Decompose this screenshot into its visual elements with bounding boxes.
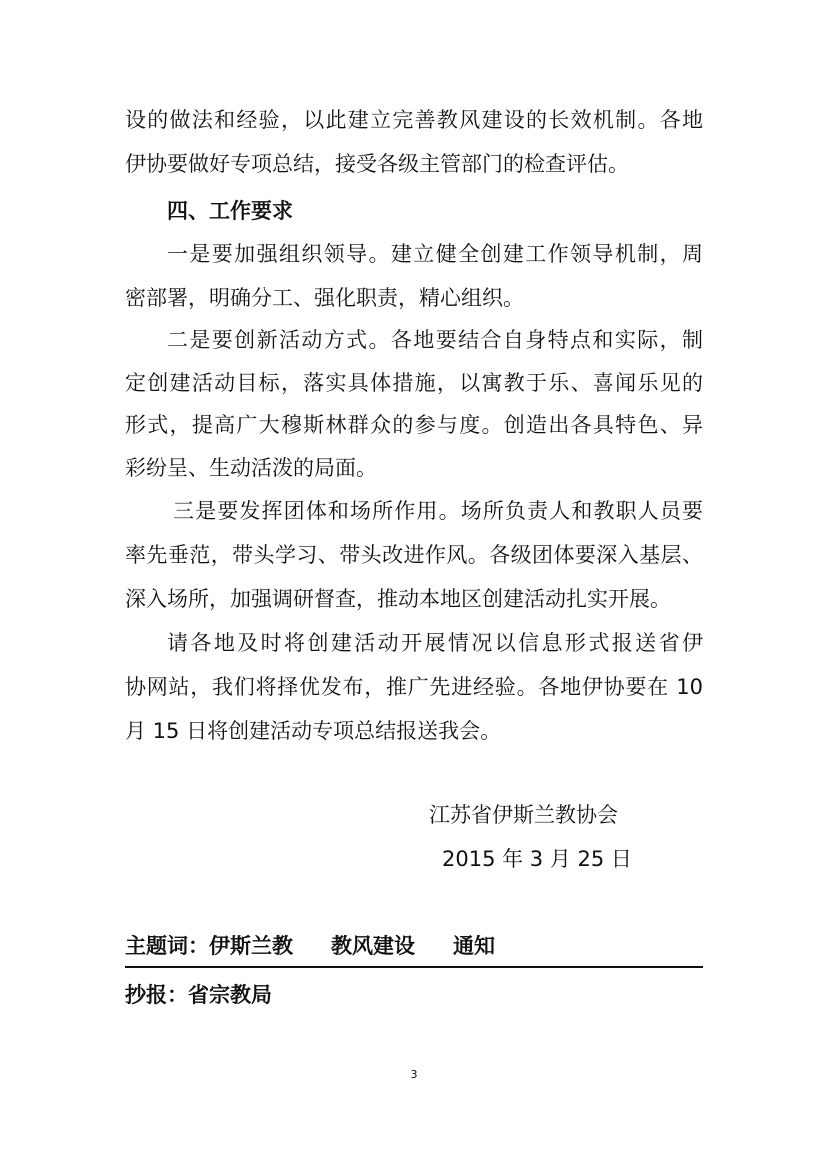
body-line: 形式，提高广大穆斯林群众的参与度。创造出各具特色、异 xyxy=(125,413,703,437)
keyword-item: 通知 xyxy=(453,934,495,958)
signature-org: 江苏省伊斯兰教协会 xyxy=(429,803,618,827)
signature-date: 2015 年 3 月 25 日 xyxy=(442,847,632,871)
body-line: 设的做法和经验，以此建立完善教风建设的长效机制。各地 xyxy=(125,108,703,132)
body-line: 请各地及时将创建活动开展情况以信息形式报送省伊 xyxy=(167,631,703,655)
keyword-item: 教风建设 xyxy=(331,934,415,958)
body-line: 深入场所，加强调研督查，推动本地区创建活动扎实开展。 xyxy=(125,587,671,611)
copy-to-line: 抄报：省宗教局 xyxy=(125,983,272,1007)
body-line: 率先垂范，带头学习、带头改进作风。各级团体要深入基层、 xyxy=(125,543,703,567)
body-line: 一是要加强组织领导。建立健全创建工作领导机制，周 xyxy=(167,242,703,266)
body-line: 定创建活动目标，落实具体措施，以寓教于乐、喜闻乐见的 xyxy=(125,371,703,395)
keywords-label: 主题词： xyxy=(125,934,209,958)
keywords-line xyxy=(125,932,495,960)
body-line: 二是要创新活动方式。各地要结合自身特点和实际，制 xyxy=(167,328,703,352)
section-heading: 四、工作要求 xyxy=(167,199,293,223)
body-line: 伊协要做好专项总结，接受各级主管部门的检查评估。 xyxy=(125,152,629,176)
body-line: 密部署，明确分工、强化职责，精心组织。 xyxy=(125,286,524,310)
page-number: 3 xyxy=(410,1068,418,1081)
keyword-item: 伊斯兰教 xyxy=(209,934,293,958)
body-line: 协网站，我们将择优发布，推广先进经验。各地伊协要在 10 xyxy=(125,675,703,699)
body-line: 三是要发挥团体和场所作用。场所负责人和教职人员要 xyxy=(173,499,703,523)
body-line: 月 15 日将创建活动专项总结报送我会。 xyxy=(125,719,502,743)
body-line: 彩纷呈、生动活泼的局面。 xyxy=(125,456,377,480)
footer-divider xyxy=(125,966,703,968)
